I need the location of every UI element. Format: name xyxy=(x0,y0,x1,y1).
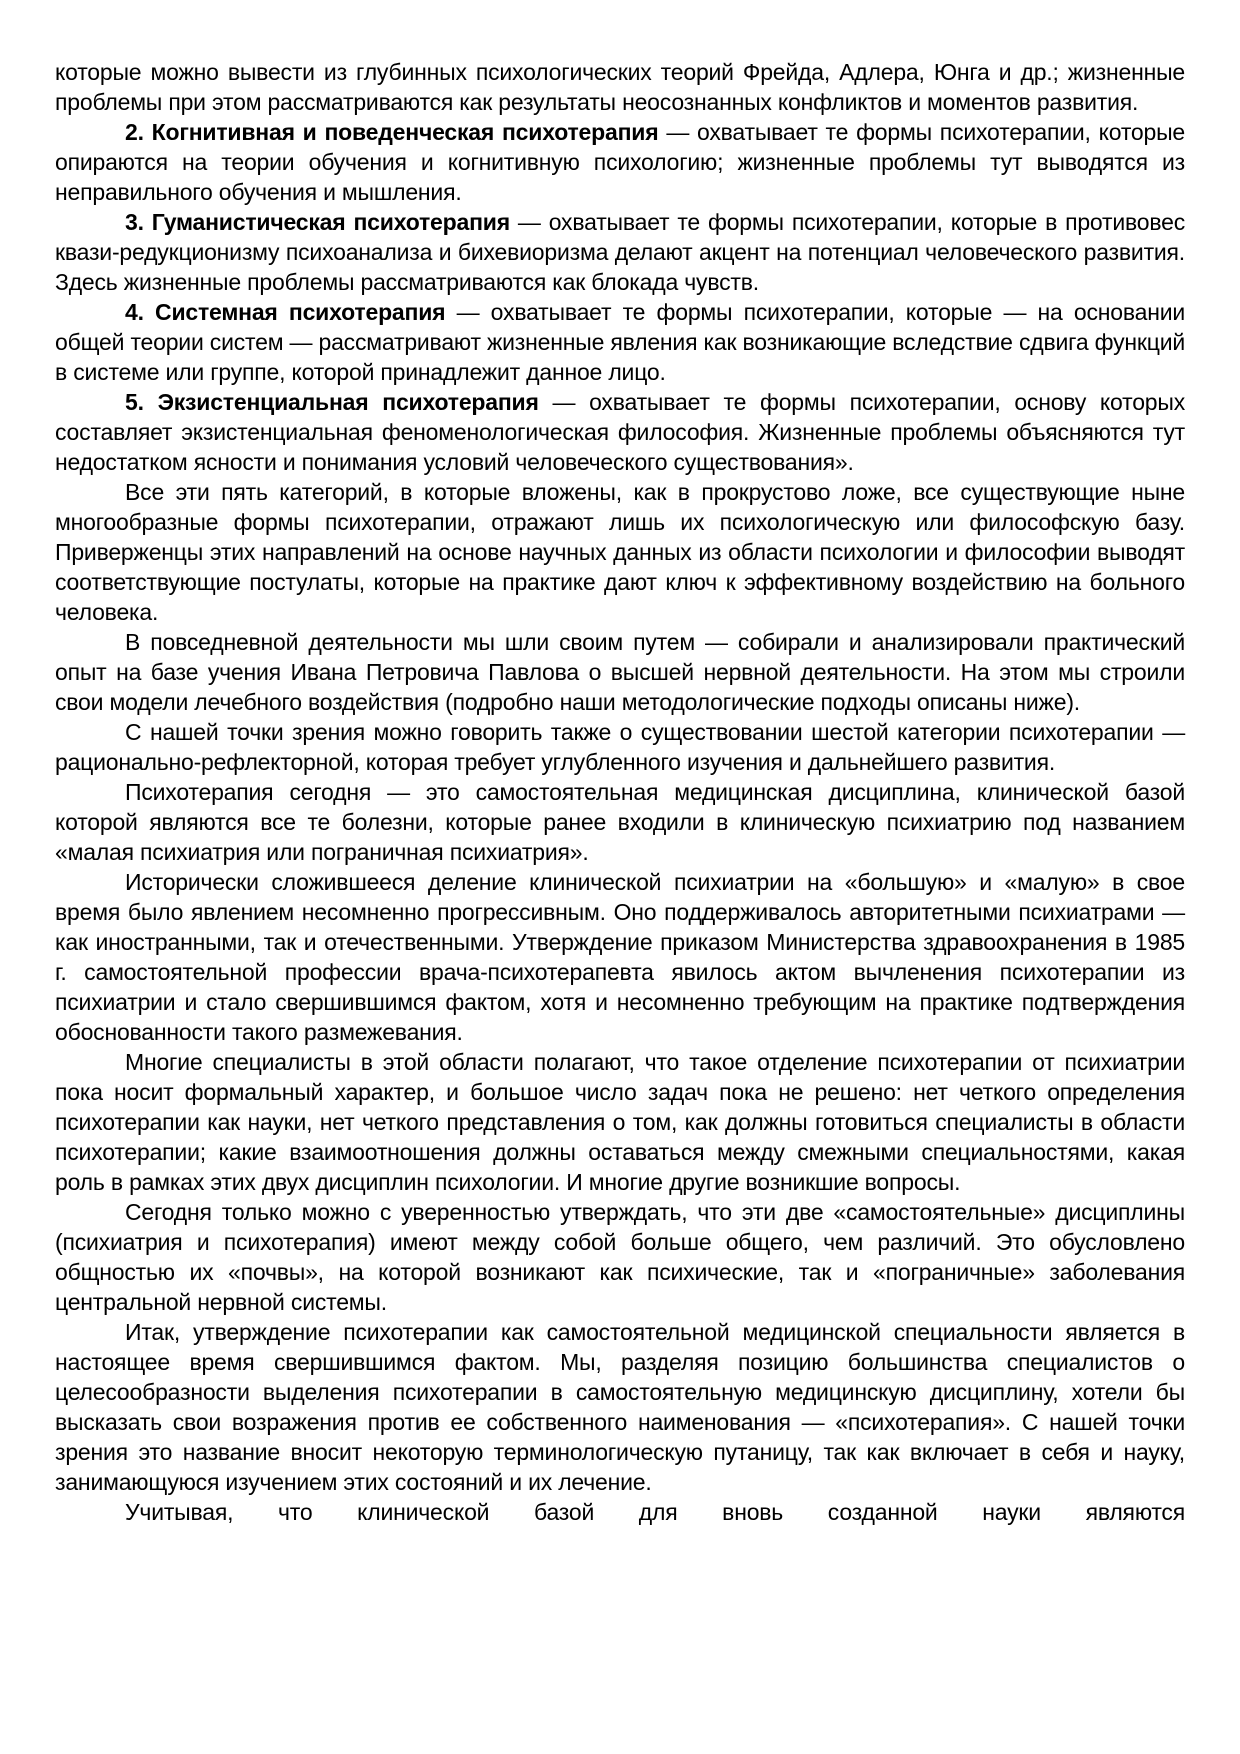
paragraph-text: — охватывает те формы психотерапии, которые опираются на теории обучения и когнитивную психологию; жизненные проблемы тут выводятся из неправильного обучения и мышления. xyxy=(55,119,1185,205)
paragraph-text: которые можно вывести из глубинных психологических теорий Фрейда, Адлера, Юнга и др.; жизненные проблемы при этом рассматриваются как результаты неосознанных конфликтов и моментов развития. xyxy=(55,59,1185,115)
numbered-heading-paragraph xyxy=(55,297,1185,387)
paragraph-text: Исторически сложившееся деление клинической психиатрии на «большую» и «малую» в свое время было явлением несомненно прогрессивным. Оно поддерживалось авторитетными психиатрами — как иностранными, так и отечественными. Утверждение приказом Министерства здравоохранения в 1985 г. самостоятельной профессии врача-психотерапевта явилось актом вычленения психотерапии из психиатрии и стало свершившимся фактом, хотя и несомненно требующим на практике подтверждения обоснованности такого размежевания. xyxy=(55,869,1185,1045)
paragraph xyxy=(55,1497,1185,1527)
paragraph-text: Все эти пять категорий, в которые вложены, как в прокрустово ложе, все существующие ныне многообразные формы психотерапии, отражают лишь их психологическую или философскую базу. Приверженцы этих направлений на основе научных данных из области психологии и философии выводят соответствующие постулаты, которые на практике дают ключ к эффективному воздействию на больного человека. xyxy=(55,479,1185,625)
paragraph-text: Итак, утверждение психотерапии как самостоятельной медицинской специальности является в настоящее время свершившимся фактом. Мы, разделяя позицию большинства специалистов о целесообразности выделения психотерапии в самостоятельную медицинскую дисциплину, хотели бы высказать свои возражения против ее собственного наименования — «психотерапия». С нашей точки зрения это название вносит некоторую терминологическую путаницу, так как включает в себя и науку, занимающуюся изучением этих состояний и их лечение. xyxy=(55,1319,1185,1495)
paragraph-text: В повседневной деятельности мы шли своим путем — собирали и анализировали практический опыт на базе учения Ивана Петровича Павлова о высшей нервной деятельности. На этом мы строили свои модели лечебного воздействия (подробно наши методологические подходы описаны ниже). xyxy=(55,629,1185,715)
paragraph-text: — охватывает те формы психотерапии, основу которых составляет экзистенциальная феноменологическая философия. Жизненные проблемы объясняются тут недостатком ясности и понимания условий человеческого существования». xyxy=(55,389,1186,475)
paragraph xyxy=(55,1317,1185,1497)
paragraph xyxy=(55,777,1185,867)
paragraph xyxy=(55,867,1185,1047)
paragraph xyxy=(55,477,1185,627)
numbered-heading-paragraph xyxy=(55,207,1185,297)
paragraph-text: Учитывая, что клинической базой для вновь созданной науки являются xyxy=(125,1499,1185,1525)
paragraph-bold-lead: 2. Когнитивная и поведенческая психотерапия xyxy=(125,119,659,145)
numbered-heading-paragraph xyxy=(55,117,1185,207)
paragraph xyxy=(55,1047,1185,1197)
paragraph-bold-lead: 3. Гуманистическая психотерапия xyxy=(125,209,510,235)
paragraph-text: Многие специалисты в этой области полагают, что такое отделение психотерапии от психиатрии пока носит формальный характер, и большое число задач пока не решено: нет четкого определения психотерапии как науки, нет четкого представления о том, как должны готовиться специалисты в области психотерапии; какие взаимоотношения должны оставаться между смежными специальностями, какая роль в рамках этих двух дисциплин психологии. И многие другие возникшие вопросы. xyxy=(55,1049,1185,1195)
paragraph xyxy=(55,717,1185,777)
paragraph xyxy=(55,1197,1185,1317)
paragraph-text: С нашей точки зрения можно говорить также о существовании шестой категории психотерапии — рационально-рефлекторной, которая требует углубленного изучения и дальнейшего развития. xyxy=(55,719,1185,775)
paragraph-text: — охватывает те формы психотерапии, которые — на основании общей теории систем — рассматривают жизненные явления как возникающие вследствие сдвига функций в системе или группе, которой принадлежит данное лицо. xyxy=(55,299,1186,385)
paragraph-bold-lead: 4. Системная психотерапия xyxy=(125,299,446,325)
paragraph xyxy=(55,627,1185,717)
paragraph-bold-lead: 5. Экзистенциальная психотерапия xyxy=(125,389,539,415)
text-block xyxy=(55,57,1185,1527)
paragraph-text: Сегодня только можно с уверенностью утверждать, что эти две «самостоятельные» дисциплины (психиатрия и психотерапия) имеют между собой больше общего, чем различий. Это обусловлено общностью их «почвы», на которой возникают как психические, так и «пограничные» заболевания центральной нервной системы. xyxy=(55,1199,1185,1315)
paragraph xyxy=(55,57,1185,117)
paragraph-text: — охватывает те формы психотерапии, которые в противовес квази-редукционизму психоанализа и бихевиоризма делают акцент на потенциал человеческого развития. Здесь жизненные проблемы рассматриваются как блокада чувств. xyxy=(55,209,1185,295)
paragraph-text: Психотерапия сегодня — это самостоятельная медицинская дисциплина, клинической базой которой являются все те болезни, которые ранее входили в клиническую психиатрию под названием «малая психиатрия или пограничная психиатрия». xyxy=(55,779,1185,865)
numbered-heading-paragraph xyxy=(55,387,1185,477)
